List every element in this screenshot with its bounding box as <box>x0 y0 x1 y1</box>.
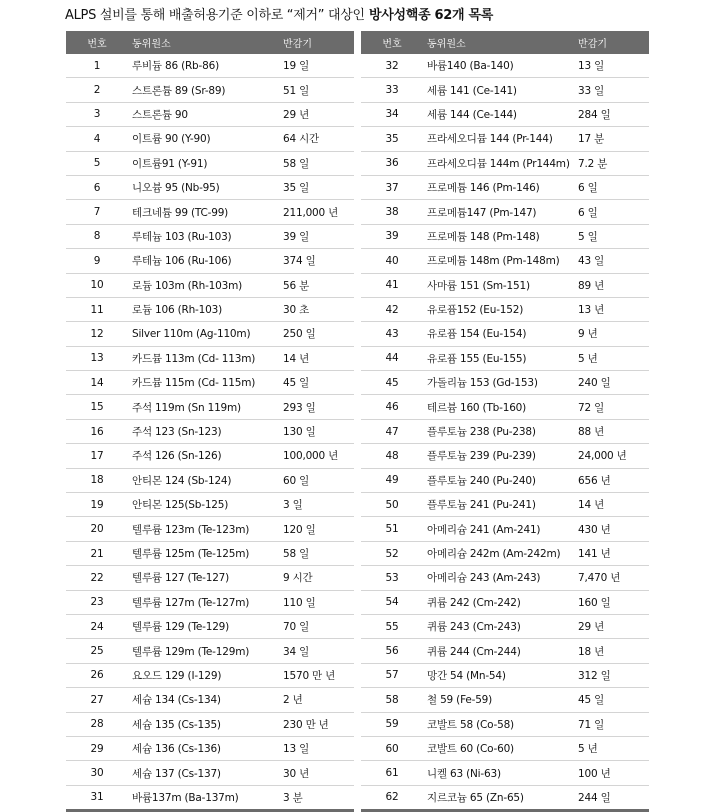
cell-no: 31 <box>66 785 128 810</box>
cell-halflife: 110 일 <box>283 590 354 614</box>
table-row <box>66 614 354 638</box>
table-row <box>66 322 354 346</box>
cell-isotope: 요오드 129 (I-129) <box>128 663 283 687</box>
table-row <box>66 175 354 199</box>
cell-no: 52 <box>361 541 423 565</box>
cell-halflife: 7.2 분 <box>578 151 649 175</box>
table-row <box>66 688 354 712</box>
cell-halflife: 18 년 <box>578 639 649 663</box>
table-row <box>361 639 649 663</box>
table-row <box>361 78 649 102</box>
table-row <box>66 785 354 810</box>
cell-no: 42 <box>361 297 423 321</box>
table-row <box>361 736 649 760</box>
table-body-left <box>66 54 354 811</box>
cell-no: 34 <box>361 102 423 126</box>
cell-no: 10 <box>66 273 128 297</box>
cell-halflife: 5 년 <box>578 346 649 370</box>
table-row <box>361 444 649 468</box>
cell-halflife: 130 일 <box>283 419 354 443</box>
cell-no: 48 <box>361 444 423 468</box>
title-bold: 방사성핵종 62개 목록 <box>369 8 494 23</box>
cell-isotope: 망간 54 (Mn-54) <box>423 663 578 687</box>
cell-isotope: 테르븀 160 (Tb-160) <box>423 395 578 419</box>
table-row <box>66 761 354 785</box>
cell-isotope: 퀴륨 244 (Cm-244) <box>423 639 578 663</box>
table-header-row <box>361 31 649 54</box>
table-row <box>66 151 354 175</box>
table-row <box>66 419 354 443</box>
cell-no: 9 <box>66 249 128 273</box>
table-row <box>66 590 354 614</box>
cell-no: 5 <box>66 151 128 175</box>
cell-halflife: 70 일 <box>283 614 354 638</box>
cell-halflife: 88 년 <box>578 419 649 443</box>
cell-isotope: 텔루륨 127m (Te-127m) <box>128 590 283 614</box>
cell-halflife: 51 일 <box>283 78 354 102</box>
cell-no: 24 <box>66 614 128 638</box>
cell-isotope: 카드뮴 113m (Cd- 113m) <box>128 346 283 370</box>
cell-no: 11 <box>66 297 128 321</box>
table-row <box>361 663 649 687</box>
cell-halflife: 72 일 <box>578 395 649 419</box>
cell-halflife: 230 만 년 <box>283 712 354 736</box>
cell-isotope: 세슘 136 (Cs-136) <box>128 736 283 760</box>
cell-isotope: 유로퓸 155 (Eu-155) <box>423 346 578 370</box>
cell-isotope: 코발트 60 (Co-60) <box>423 736 578 760</box>
cell-halflife: 43 일 <box>578 249 649 273</box>
cell-isotope: 니켈 63 (Ni-63) <box>423 761 578 785</box>
cell-no: 18 <box>66 468 128 492</box>
cell-isotope: 플루토늄 241 (Pu-241) <box>423 493 578 517</box>
header-isotope: 동위원소 <box>128 31 283 54</box>
cell-isotope: 루테늄 106 (Ru-106) <box>128 249 283 273</box>
table-row <box>361 273 649 297</box>
table-row <box>66 273 354 297</box>
cell-isotope: 스트론튬 89 (Sr-89) <box>128 78 283 102</box>
cell-halflife: 656 년 <box>578 468 649 492</box>
cell-no: 50 <box>361 493 423 517</box>
table-row <box>361 419 649 443</box>
table-header-row <box>66 31 354 54</box>
cell-no: 58 <box>361 688 423 712</box>
cell-halflife: 29 년 <box>578 614 649 638</box>
cell-no: 40 <box>361 249 423 273</box>
cell-halflife: 13 일 <box>578 54 649 78</box>
cell-isotope: 안티몬 125(Sb-125) <box>128 493 283 517</box>
table-row <box>66 346 354 370</box>
cell-halflife: 430 년 <box>578 517 649 541</box>
cell-halflife: 244 일 <box>578 785 649 810</box>
cell-no: 27 <box>66 688 128 712</box>
cell-isotope: 유로퓸152 (Eu-152) <box>423 297 578 321</box>
cell-isotope: 프라세오디뮴 144 (Pr-144) <box>423 127 578 151</box>
cell-no: 21 <box>66 541 128 565</box>
cell-halflife: 71 일 <box>578 712 649 736</box>
table-row <box>361 395 649 419</box>
cell-isotope: 텔루륨 129m (Te-129m) <box>128 639 283 663</box>
cell-no: 16 <box>66 419 128 443</box>
cell-isotope: 사마륨 151 (Sm-151) <box>423 273 578 297</box>
cell-isotope: 텔루륨 127 (Te-127) <box>128 566 283 590</box>
cell-isotope: 안티몬 124 (Sb-124) <box>128 468 283 492</box>
cell-halflife: 6 일 <box>578 200 649 224</box>
cell-halflife: 56 분 <box>283 273 354 297</box>
cell-no: 2 <box>66 78 128 102</box>
cell-halflife: 24,000 년 <box>578 444 649 468</box>
cell-halflife: 33 일 <box>578 78 649 102</box>
table-row <box>66 736 354 760</box>
cell-halflife: 100,000 년 <box>283 444 354 468</box>
table-row <box>66 54 354 78</box>
cell-isotope: 루테늄 103 (Ru-103) <box>128 224 283 248</box>
cell-no: 61 <box>361 761 423 785</box>
cell-no: 41 <box>361 273 423 297</box>
table-row <box>66 297 354 321</box>
cell-halflife: 29 년 <box>283 102 354 126</box>
cell-halflife: 3 일 <box>283 493 354 517</box>
cell-no: 49 <box>361 468 423 492</box>
table-row <box>361 151 649 175</box>
cell-no: 36 <box>361 151 423 175</box>
table-row <box>361 249 649 273</box>
cell-no: 54 <box>361 590 423 614</box>
cell-isotope: 퀴륨 242 (Cm-242) <box>423 590 578 614</box>
table-row <box>66 663 354 687</box>
table-row <box>361 541 649 565</box>
table-row <box>66 639 354 663</box>
cell-halflife: 45 일 <box>283 371 354 395</box>
cell-no: 14 <box>66 371 128 395</box>
cell-isotope: 철 59 (Fe-59) <box>423 688 578 712</box>
table-row <box>66 444 354 468</box>
table-row <box>361 566 649 590</box>
cell-isotope: 프라세오디뮴 144m (Pr144m) <box>423 151 578 175</box>
cell-isotope: 세슘 135 (Cs-135) <box>128 712 283 736</box>
table-row <box>66 566 354 590</box>
cell-no: 33 <box>361 78 423 102</box>
cell-no: 12 <box>66 322 128 346</box>
cell-isotope: 바륨140 (Ba-140) <box>423 54 578 78</box>
cell-isotope: 아메리슘 241 (Am-241) <box>423 517 578 541</box>
header-halflife: 반감기 <box>578 31 649 54</box>
cell-isotope: 주석 126 (Sn-126) <box>128 444 283 468</box>
cell-isotope: 로듐 103m (Rh-103m) <box>128 273 283 297</box>
cell-halflife: 19 일 <box>283 54 354 78</box>
table-row <box>361 614 649 638</box>
cell-no: 17 <box>66 444 128 468</box>
cell-no: 3 <box>66 102 128 126</box>
cell-isotope: 프로메튬 148 (Pm-148) <box>423 224 578 248</box>
cell-isotope: 로듐 106 (Rh-103) <box>128 297 283 321</box>
cell-no: 29 <box>66 736 128 760</box>
cell-isotope: 플루토늄 240 (Pu-240) <box>423 468 578 492</box>
cell-isotope: 주석 123 (Sn-123) <box>128 419 283 443</box>
table-row <box>66 78 354 102</box>
table-row <box>66 712 354 736</box>
cell-halflife: 64 시간 <box>283 127 354 151</box>
cell-isotope: 지르코늄 65 (Zn-65) <box>423 785 578 810</box>
cell-halflife: 89 년 <box>578 273 649 297</box>
cell-halflife: 3 분 <box>283 785 354 810</box>
cell-no: 15 <box>66 395 128 419</box>
cell-no: 57 <box>361 663 423 687</box>
cell-no: 51 <box>361 517 423 541</box>
cell-isotope: 이트륨 90 (Y-90) <box>128 127 283 151</box>
cell-halflife: 14 년 <box>578 493 649 517</box>
table-row <box>361 493 649 517</box>
cell-halflife: 240 일 <box>578 371 649 395</box>
table-row <box>361 590 649 614</box>
cell-isotope: 플루토늄 239 (Pu-239) <box>423 444 578 468</box>
cell-no: 44 <box>361 346 423 370</box>
cell-halflife: 120 일 <box>283 517 354 541</box>
cell-no: 43 <box>361 322 423 346</box>
cell-halflife: 2 년 <box>283 688 354 712</box>
cell-isotope: 텔루륨 123m (Te-123m) <box>128 517 283 541</box>
cell-no: 19 <box>66 493 128 517</box>
table-row <box>361 712 649 736</box>
cell-halflife: 14 년 <box>283 346 354 370</box>
header-no: 번호 <box>66 31 128 54</box>
cell-no: 53 <box>361 566 423 590</box>
header-halflife: 반감기 <box>283 31 354 54</box>
table-row <box>361 200 649 224</box>
cell-isotope: 테크네튬 99 (TC-99) <box>128 200 283 224</box>
cell-halflife: 35 일 <box>283 175 354 199</box>
cell-no: 46 <box>361 395 423 419</box>
cell-halflife: 34 일 <box>283 639 354 663</box>
cell-no: 7 <box>66 200 128 224</box>
cell-isotope: 이트륨91 (Y-91) <box>128 151 283 175</box>
cell-isotope: 가돌리늄 153 (Gd-153) <box>423 371 578 395</box>
cell-halflife: 374 일 <box>283 249 354 273</box>
table-row <box>66 493 354 517</box>
cell-isotope: 퀴륨 243 (Cm-243) <box>423 614 578 638</box>
page-title <box>65 4 493 23</box>
cell-halflife: 7,470 년 <box>578 566 649 590</box>
table-row <box>66 517 354 541</box>
cell-halflife: 211,000 년 <box>283 200 354 224</box>
cell-halflife: 9 시간 <box>283 566 354 590</box>
cell-no: 39 <box>361 224 423 248</box>
cell-no: 30 <box>66 761 128 785</box>
cell-halflife: 13 년 <box>578 297 649 321</box>
cell-isotope: 루비듐 86 (Rb-86) <box>128 54 283 78</box>
isotope-table-left <box>66 31 354 812</box>
table-row <box>361 688 649 712</box>
table-row <box>66 541 354 565</box>
cell-no: 25 <box>66 639 128 663</box>
cell-no: 26 <box>66 663 128 687</box>
cell-no: 59 <box>361 712 423 736</box>
cell-no: 35 <box>361 127 423 151</box>
cell-isotope: 플루토늄 238 (Pu-238) <box>423 419 578 443</box>
cell-halflife: 100 년 <box>578 761 649 785</box>
cell-no: 23 <box>66 590 128 614</box>
cell-no: 47 <box>361 419 423 443</box>
table-row <box>66 224 354 248</box>
cell-no: 56 <box>361 639 423 663</box>
cell-no: 55 <box>361 614 423 638</box>
cell-isotope: 텔루륨 129 (Te-129) <box>128 614 283 638</box>
cell-no: 28 <box>66 712 128 736</box>
cell-no: 38 <box>361 200 423 224</box>
cell-no: 20 <box>66 517 128 541</box>
cell-no: 4 <box>66 127 128 151</box>
table-row <box>66 102 354 126</box>
table-row <box>66 371 354 395</box>
cell-isotope: 세륨 141 (Ce-141) <box>423 78 578 102</box>
table-row <box>66 249 354 273</box>
cell-isotope: 카드뮴 115m (Cd- 115m) <box>128 371 283 395</box>
table-row <box>66 127 354 151</box>
cell-isotope: 프로메튬 146 (Pm-146) <box>423 175 578 199</box>
table-row <box>361 785 649 810</box>
cell-no: 1 <box>66 54 128 78</box>
table-row <box>361 102 649 126</box>
cell-no: 60 <box>361 736 423 760</box>
cell-halflife: 39 일 <box>283 224 354 248</box>
cell-isotope: 프로메튬 148m (Pm-148m) <box>423 249 578 273</box>
cell-isotope: 세륨 144 (Ce-144) <box>423 102 578 126</box>
cell-halflife: 58 일 <box>283 541 354 565</box>
title-main: ALPS 설비를 통해 배출허용기준 이하로 “제거” 대상인 <box>65 8 365 23</box>
table-row <box>361 517 649 541</box>
cell-halflife: 293 일 <box>283 395 354 419</box>
cell-isotope: 프로메튬147 (Pm-147) <box>423 200 578 224</box>
cell-halflife: 30 년 <box>283 761 354 785</box>
cell-isotope: 스트론튬 90 <box>128 102 283 126</box>
cell-halflife: 141 년 <box>578 541 649 565</box>
cell-no: 6 <box>66 175 128 199</box>
table-row <box>361 761 649 785</box>
cell-isotope: 아메리슘 243 (Am-243) <box>423 566 578 590</box>
cell-halflife: 5 년 <box>578 736 649 760</box>
cell-no: 45 <box>361 371 423 395</box>
table-row <box>361 322 649 346</box>
table-row <box>361 54 649 78</box>
isotope-table-right <box>361 31 649 812</box>
table-row <box>361 297 649 321</box>
header-no: 번호 <box>361 31 423 54</box>
cell-halflife: 45 일 <box>578 688 649 712</box>
cell-isotope: 아메리슘 242m (Am-242m) <box>423 541 578 565</box>
cell-halflife: 284 일 <box>578 102 649 126</box>
cell-halflife: 1570 만 년 <box>283 663 354 687</box>
table-row <box>361 371 649 395</box>
table-row <box>361 127 649 151</box>
table-row <box>66 395 354 419</box>
cell-no: 37 <box>361 175 423 199</box>
cell-no: 22 <box>66 566 128 590</box>
cell-halflife: 17 분 <box>578 127 649 151</box>
table-row <box>361 346 649 370</box>
cell-isotope: 세슘 134 (Cs-134) <box>128 688 283 712</box>
cell-no: 13 <box>66 346 128 370</box>
cell-halflife: 6 일 <box>578 175 649 199</box>
cell-halflife: 60 일 <box>283 468 354 492</box>
table-row <box>361 468 649 492</box>
cell-no: 62 <box>361 785 423 810</box>
cell-isotope: 세슘 137 (Cs-137) <box>128 761 283 785</box>
cell-halflife: 250 일 <box>283 322 354 346</box>
cell-isotope: 코발트 58 (Co-58) <box>423 712 578 736</box>
cell-isotope: 유로퓸 154 (Eu-154) <box>423 322 578 346</box>
header-isotope: 동위원소 <box>423 31 578 54</box>
cell-no: 32 <box>361 54 423 78</box>
cell-isotope: 주석 119m (Sn 119m) <box>128 395 283 419</box>
table-row <box>361 224 649 248</box>
table-row <box>66 468 354 492</box>
cell-isotope: 텔루륨 125m (Te-125m) <box>128 541 283 565</box>
cell-isotope: 바륨137m (Ba-137m) <box>128 785 283 810</box>
cell-halflife: 5 일 <box>578 224 649 248</box>
cell-isotope: Silver 110m (Ag-110m) <box>128 322 283 346</box>
cell-halflife: 9 년 <box>578 322 649 346</box>
cell-halflife: 58 일 <box>283 151 354 175</box>
cell-halflife: 13 일 <box>283 736 354 760</box>
cell-isotope: 니오븀 95 (Nb-95) <box>128 175 283 199</box>
cell-halflife: 312 일 <box>578 663 649 687</box>
table-row <box>66 200 354 224</box>
table-row <box>361 175 649 199</box>
cell-no: 8 <box>66 224 128 248</box>
cell-halflife: 160 일 <box>578 590 649 614</box>
table-body-right <box>361 54 649 811</box>
cell-halflife: 30 초 <box>283 297 354 321</box>
